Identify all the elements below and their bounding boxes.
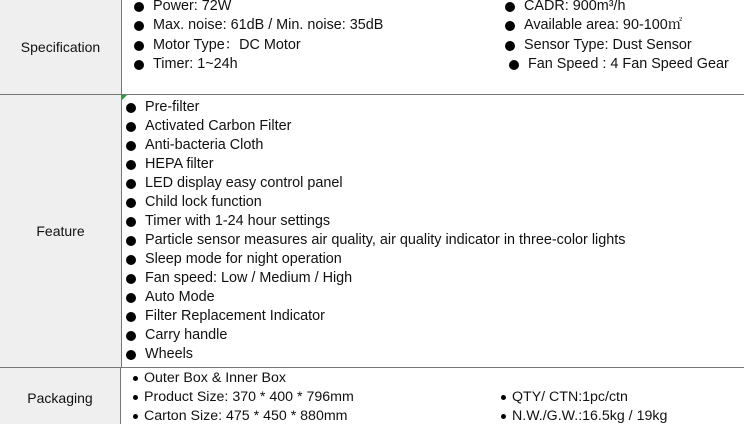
- feature-text: Timer with 1-24 hour settings: [145, 213, 331, 229]
- bullet-icon: [126, 217, 136, 227]
- spec-text: Power: 72W: [153, 0, 232, 14]
- feature-text: Anti-bacteria Cloth: [145, 137, 264, 153]
- feature-item: [126, 231, 625, 250]
- packaging-label: Packaging: [0, 368, 121, 424]
- bullet-icon: [126, 141, 136, 151]
- spec-fan-speed: [509, 55, 729, 74]
- packaging-row: [0, 368, 744, 424]
- feature-item: [126, 250, 342, 269]
- packaging-item: [133, 369, 286, 388]
- feature-text: Particle sensor measures air quality, air quality indicator in three-color lights: [145, 232, 626, 248]
- spec-text: CADR: 900m³/h: [524, 0, 626, 14]
- feature-item: [126, 155, 214, 174]
- bullet-icon: [133, 395, 138, 400]
- feature-list: [122, 95, 744, 367]
- bullet-icon: [126, 160, 136, 170]
- feature-text: Filter Replacement Indicator: [145, 308, 325, 324]
- bullet-icon: [126, 331, 136, 341]
- bullet-icon: [134, 2, 144, 12]
- bullet-icon: [133, 376, 138, 381]
- spec-power: [134, 0, 231, 16]
- spec-text: Fan Speed : 4 Fan Speed Gear: [528, 56, 729, 72]
- feature-item: [126, 117, 291, 136]
- feature-text: Carry handle: [145, 327, 228, 343]
- spec-noise: [134, 16, 383, 35]
- feature-item: [126, 98, 199, 117]
- bullet-icon: [134, 21, 144, 31]
- specification-row: [0, 0, 744, 94]
- spec-text: Sensor Type: Dust Sensor: [524, 37, 692, 53]
- feature-item: [126, 326, 227, 345]
- feature-item: [126, 288, 215, 307]
- packaging-item: [133, 407, 347, 426]
- bullet-icon: [126, 103, 136, 113]
- bullet-icon: [134, 60, 144, 70]
- feature-text: LED display easy control panel: [145, 175, 343, 191]
- specification-content: [122, 0, 744, 94]
- feature-item: [126, 212, 330, 231]
- bullet-icon: [126, 122, 136, 132]
- feature-text: Wheels: [145, 346, 193, 362]
- spec-text: Available area: 90-100㎡: [524, 17, 683, 33]
- bullet-icon: [134, 41, 144, 51]
- feature-text: Child lock function: [145, 194, 262, 210]
- packaging-item: [133, 388, 354, 407]
- feature-item: [126, 269, 352, 288]
- feature-text: HEPA filter: [145, 156, 214, 172]
- spec-timer: [134, 55, 238, 74]
- packaging-content: [122, 368, 744, 424]
- spec-text: Timer: 1~24h: [153, 56, 238, 72]
- spec-area: [505, 16, 682, 35]
- packaging-text: N.W./G.W.:16.5kg / 19kg: [512, 408, 668, 424]
- bullet-icon: [501, 395, 506, 400]
- feature-item: [126, 307, 325, 326]
- bullet-icon: [126, 350, 136, 360]
- feature-text: Fan speed: Low / Medium / High: [145, 270, 353, 286]
- bullet-icon: [126, 255, 136, 265]
- bullet-icon: [126, 198, 136, 208]
- packaging-item: [501, 388, 628, 407]
- spec-cadr: [505, 0, 626, 16]
- bullet-icon: [126, 293, 136, 303]
- feature-item: [126, 345, 193, 364]
- packaging-text: Carton Size: 475 * 450 * 880mm: [144, 408, 348, 424]
- feature-text: Auto Mode: [145, 289, 215, 305]
- packaging-item: [501, 407, 667, 426]
- feature-item: [126, 136, 263, 155]
- spec-text: Max. noise: 61dB / Min. noise: 35dB: [153, 17, 384, 33]
- bullet-icon: [505, 41, 515, 51]
- spec-text: Motor Type：DC Motor: [153, 37, 301, 53]
- packaging-text: Product Size: 370 * 400 * 796mm: [144, 389, 354, 405]
- feature-text: Pre-filter: [145, 99, 200, 115]
- feature-item: [126, 174, 343, 193]
- spec-sensor: [505, 36, 692, 55]
- bullet-icon: [126, 274, 136, 284]
- bullet-icon: [126, 236, 136, 246]
- feature-label: Feature: [0, 95, 122, 367]
- bullet-icon: [133, 414, 138, 419]
- feature-text: Sleep mode for night operation: [145, 251, 342, 267]
- spec-motor: [134, 36, 301, 55]
- bullet-icon: [501, 414, 506, 419]
- packaging-text: QTY/ CTN:1pc/ctn: [512, 389, 628, 405]
- feature-text: Activated Carbon Filter: [145, 118, 292, 134]
- packaging-text: Outer Box & Inner Box: [144, 370, 286, 386]
- bullet-icon: [509, 60, 519, 70]
- feature-row: [0, 95, 744, 367]
- specification-label: Specification: [0, 0, 122, 94]
- feature-item: [126, 193, 262, 212]
- bullet-icon: [505, 21, 515, 31]
- bullet-icon: [505, 2, 515, 12]
- bullet-icon: [126, 179, 136, 189]
- bullet-icon: [126, 312, 136, 322]
